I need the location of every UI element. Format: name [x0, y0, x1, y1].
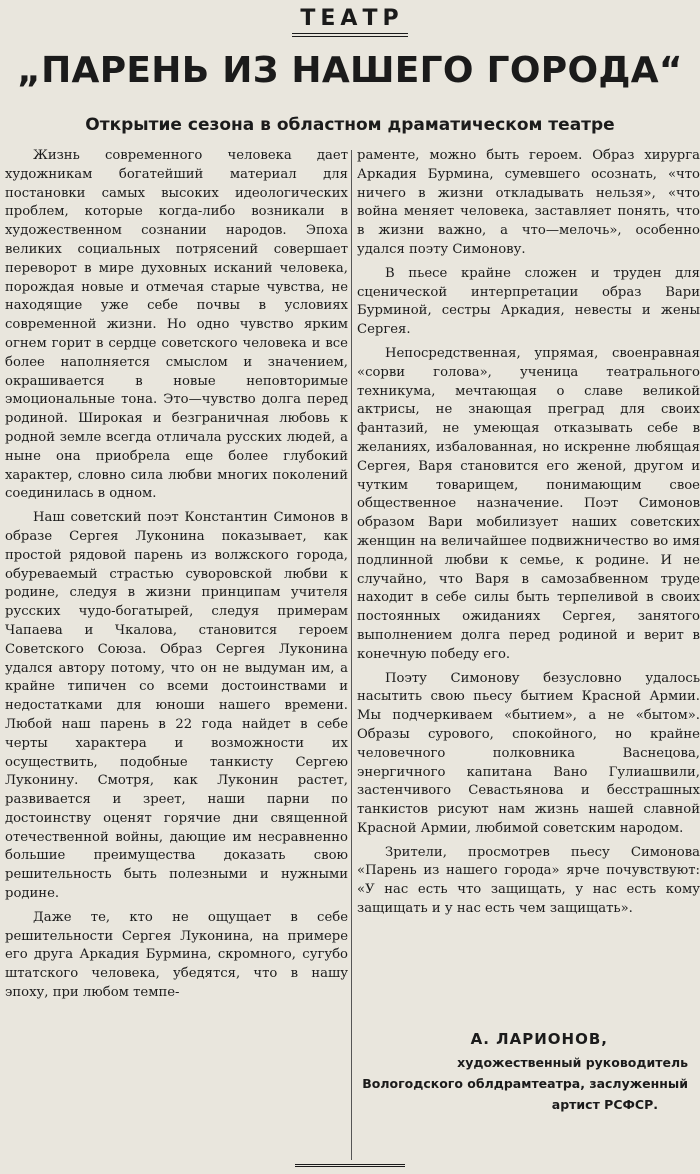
article-column-right: [357, 147, 700, 924]
paragraph: Наш советский поэт Константин Симонов в образе Сергея Луконина показывает, как простой рядовой парень из волжского города, обуреваемый страстью суворовской любви к родине, следуя в жизни принципам учителя русских чудо-богатырей, следуя примерам Чапаева и Чкалова, становится героем Советского Союза. Образ Сергея Луконина удался автору потому, что он не выдуман им, а крайне типичен со всеми достоинствами и недостатками для юноши нашего времени. Любой наш парень в 22 года найдет в себе черты характера и возможности их осуществить, подобные танкисту Сергею Луконину. Смотря, как Луконин растет, развивается и зреет, наши парни по достоинству оценят горячие дни священной отечественной войны, дающие им несравненно большие преимущества доказать свою решительность быть полезными и нужными родине.: [5, 510, 348, 902]
article-subheadline: Открытие сезона в областном драматическом театре: [85, 115, 615, 135]
section-rubric: [0, 6, 700, 37]
paragraph: Зрители, просмотрев пьесу Симонова «Парень из нашего города» ярче почувствуют: «У нас есть что защищать, у нас есть кому защищать и у нас есть чем защищать».: [357, 844, 700, 917]
paragraph: Даже те, кто не ощущает в себе решительности Сергея Луконина, на примере его друга Аркадия Бурмина, скромного, сугубо штатского человека, убедятся, что в нашу эпоху, при любом темпе-: [5, 909, 348, 1001]
rubric-text: ТЕАТР: [292, 6, 407, 37]
article-headline: „ПАРЕНЬ ИЗ НАШЕГО ГОРОДА“: [17, 50, 683, 91]
column-divider: [351, 150, 352, 1160]
paragraph: Поэту Симонову безусловно удалось насытить свою пьесу бытием Красной Армии. Мы подчеркиваем «бытием», а не «бытом». Образы сурового, спокойного, но крайне человечного полковника Васнецова, энергичного капитана Вано Гулиашвили, застенчивого Севастьянова и бесстрашных танкистов рисуют нам жизнь нашей славной Красной Армии, любимой советским народом.: [357, 670, 700, 836]
paragraph: В пьесе крайне сложен и труден для сценической интерпретации образ Вари Бурминой, сестры Аркадия, невесты и жены Сергея.: [357, 265, 700, 338]
author-signature: [358, 1030, 688, 1115]
article-column-left: [5, 147, 348, 1008]
author-title-line: художественный руководитель: [457, 1055, 688, 1070]
author-title-line: Вологодского облдрамтеатра, заслуженный: [362, 1076, 688, 1091]
author-title-line: артист РСФСР.: [551, 1097, 658, 1112]
paragraph: Жизнь современного человека дает художникам богатейший материал для постановки самых высоких идеологических проблем, которые когда-либо возникали в художественном сознании народов. Эпоха великих социальных потрясений совершает переворот в мире духовных исканий человека, порождая новые и отмечая старые чувства, не находящие уже себе почвы в условиях современной жизни. Но одно чувство ярким огнем горит в сердце советского человека и все более наполняется смыслом и значением, окрашивается в новые неповторимые эмоциональные тона. Это—чувство долга перед родиной. Широкая и безграничная любовь к родной земле всегда отличала русских людей, а ныне она приобрела еще более глубокий характер, словно сила любви многих поколений соединилась в одном.: [5, 148, 348, 502]
paragraph: раменте, можно быть героем. Образ хирурга Аркадия Бурмина, сумевшего осознать, «что ничего в жизни откладывать нельзя», «что война меняет человека, заставляет понять, что в жизни важно, а что—мелочь», особенно удался поэту Симонову.: [357, 148, 700, 257]
author-name: А. ЛАРИОНОВ,: [470, 1030, 608, 1048]
end-rule: [295, 1164, 405, 1167]
paragraph: Непосредственная, упрямая, своенравная «сорви голова», ученица театрального техникума, мечтающая о славе великой актрисы, не знающая преград для своих фантазий, не умеющая отказывать себе в желаниях, избалованная, но искренне любящая Сергея, Варя становится его женой, другом и чутким товарищем, понимающим свое общественное назначение. Поэт Симонов образом Вари мобилизует наших советских женщин на величайшее подвижничество во имя подлинной любви к семье, к родине. И не случайно, что Варя в самозабвенном труде находит в себе силы быть терпеливой в своих постоянных ожиданиях Сергея, занятого выполнением долга перед родиной и верит в конечную победу его.: [357, 345, 700, 662]
